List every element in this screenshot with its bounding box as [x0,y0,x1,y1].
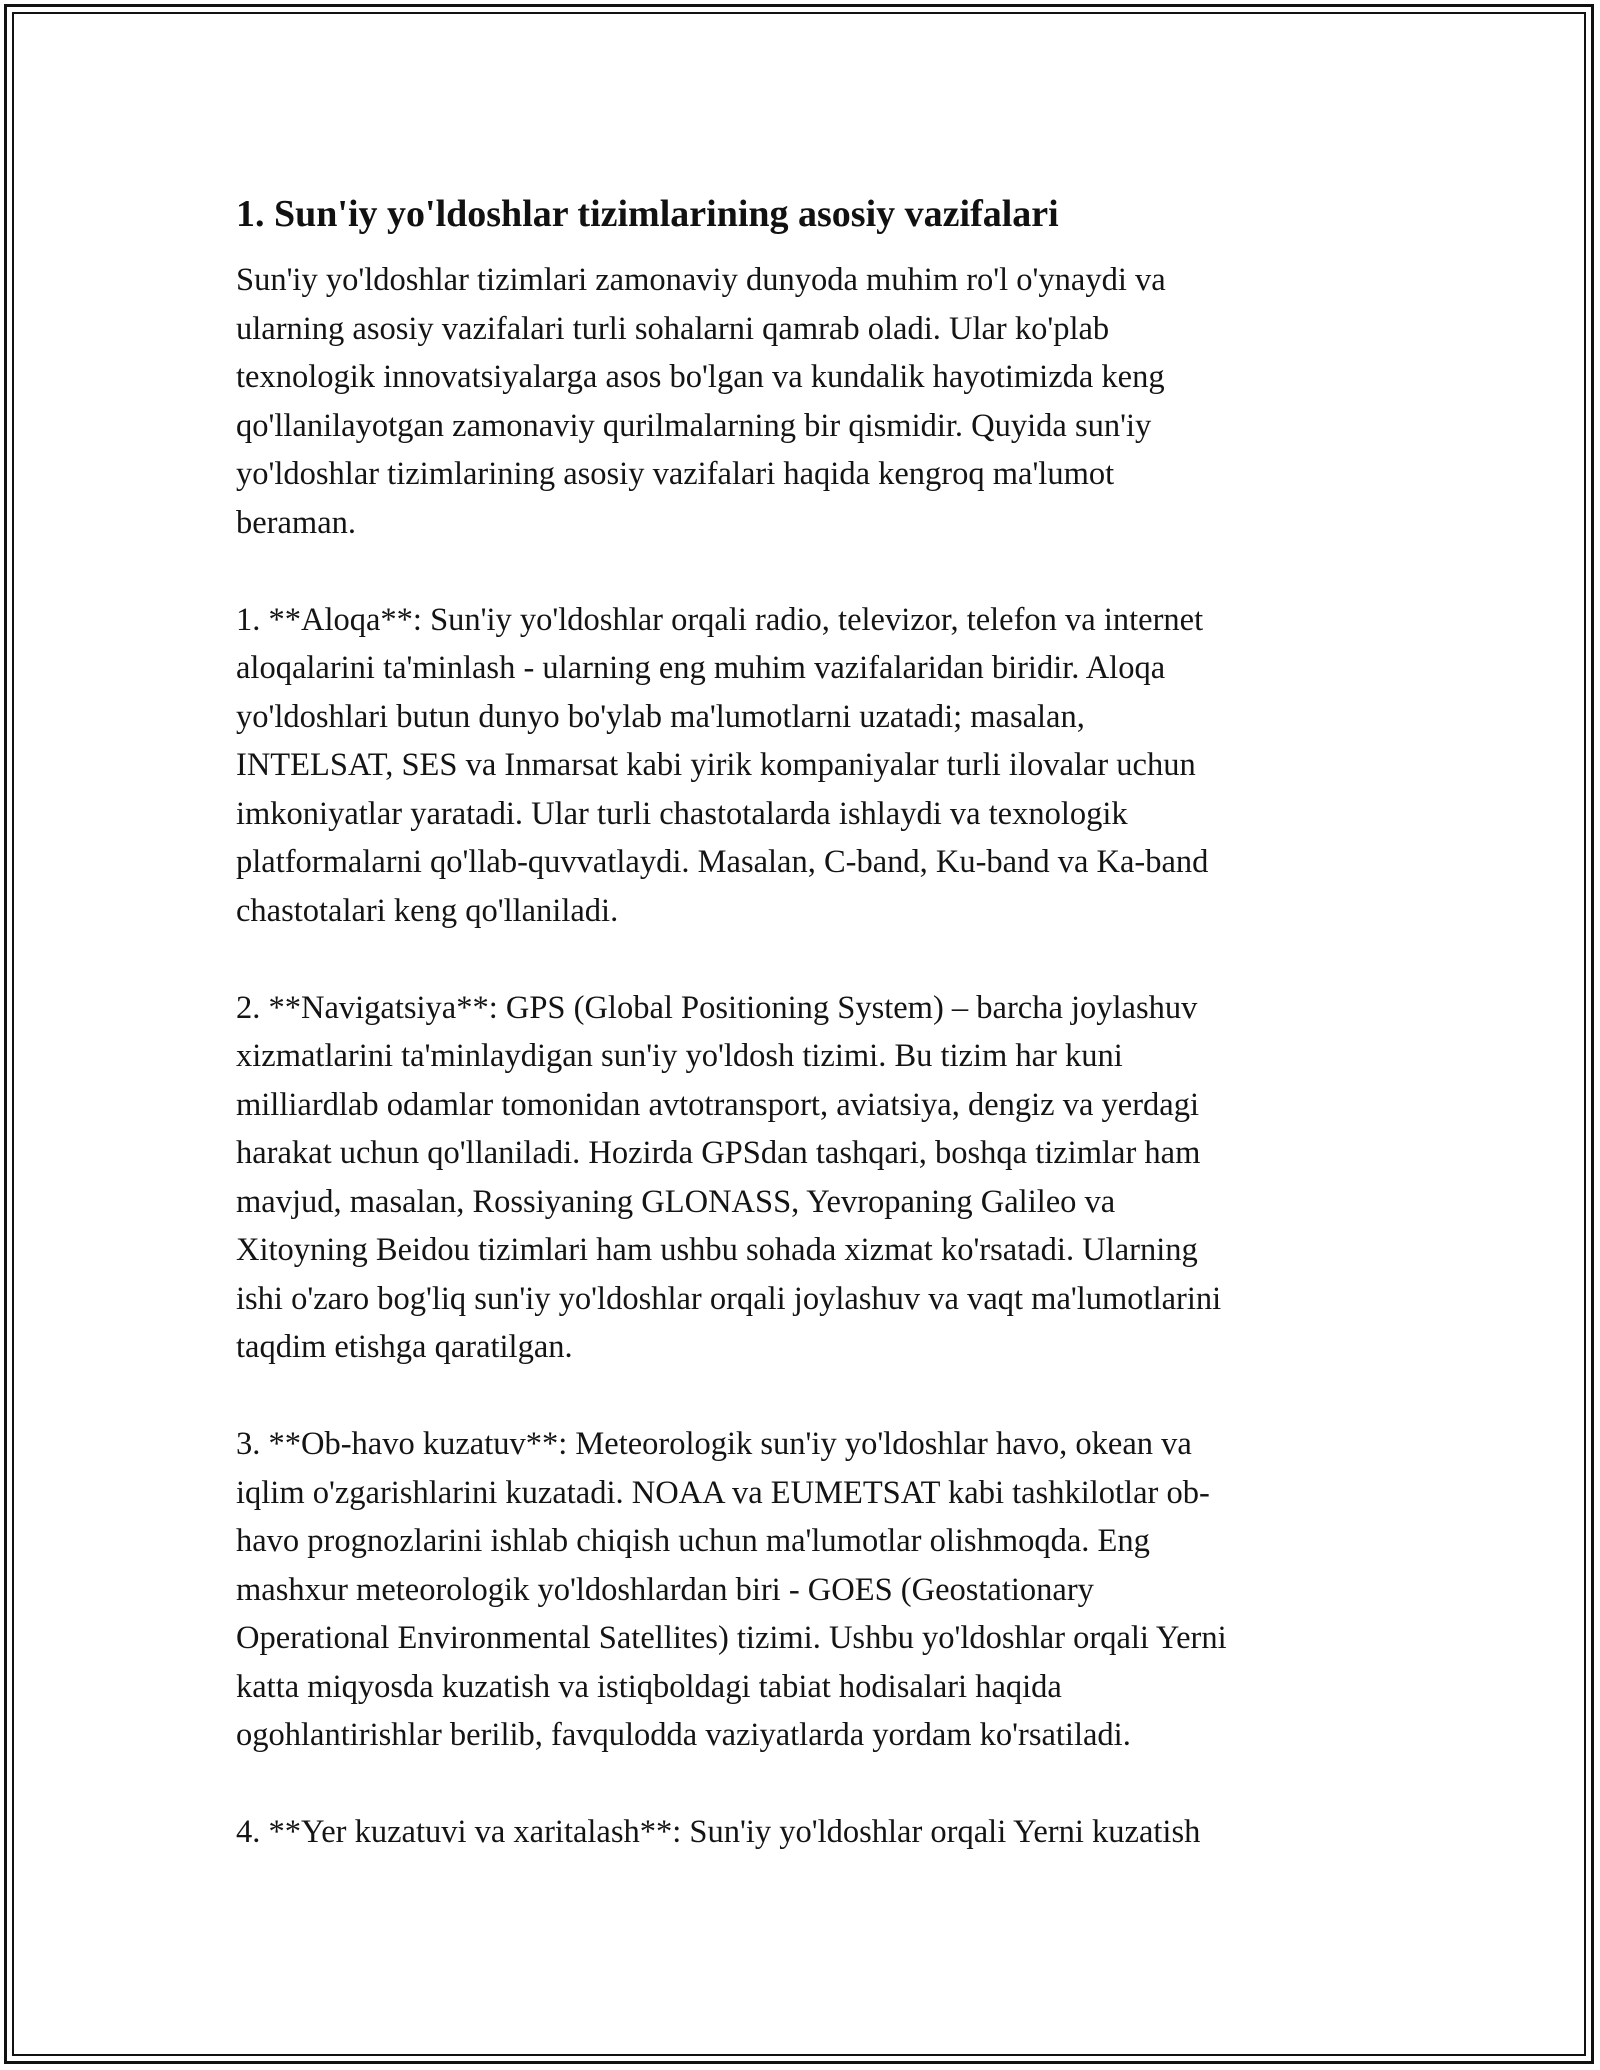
earth-observation-paragraph: 4. **Yer kuzatuvi va xaritalash**: Sun'iy yo'ldoshlar orqali Yerni kuzatish [236,1814,1201,1850]
intro-paragraph: Sun'iy yo'ldoshlar tizimlari zamonaviy dunyoda muhim ro'l o'ynaydi va ularning asosiy vazifalari turli sohalarni qamrab oladi. Ular ko'plab texnologik innovatsiyalarga asos bo'lgan va kundalik hayotimizda keng qo'llanilayotgan zamonaviy qurilmalarning bir qismidir. Quyida sun'iy yo'ldoshlar tizimlarining asosiy vazifalari haqida kengroq ma'lumot beraman. [236,262,1166,541]
weather-paragraph: 3. **Ob-havo kuzatuv**: Meteorologik sun'iy yo'ldoshlar havo, okean va iqlim o'zgarishlarini kuzatadi. NOAA va EUMETSAT kabi tashkilotlar ob- havo prognozlarini ishlab chiqish uchun ma'lumotlar olishmoqda. Eng mashxur meteorologik yo'ldoshlardan biri - GOES (Geostationary Operational Environmental Satellites) tizimi. Ushbu yo'ldoshlar orqali Yerni katta miqyosda kuzatish va istiqboldagi tabiat hodisalari haqida ogohlantirishlar berilib, favqulodda vaziyatlarda yordam ko'rsatiladi. [236,1426,1227,1753]
navigation-paragraph: 2. **Navigatsiya**: GPS (Global Positioning System) – barcha joylashuv xizmatlarini ta'minlaydigan sun'iy yo'ldosh tizimi. Bu tizim har kuni milliardlab odamlar tomonidan avtotransport, aviatsiya, dengiz va yerdagi harakat uchun qo'llaniladi. Hozirda GPSdan tashqari, boshqa tizimlar ham mavjud, masalan, Rossiyaning GLONASS, Yevropaning Galileo va Xitoyning Beidou tizimlari ham ushbu sohada xizmat ko'rsatadi. Ularning ishi o'zaro bog'liq sun'iy yo'ldoshlar orqali joylashuv va vaqt ma'lumotlarini taqdim etishga qaratilgan. [236,989,1222,1365]
communication-paragraph: 1. **Aloqa**: Sun'iy yo'ldoshlar orqali radio, televizor, telefon va internet aloqalarini ta'minlash - ularning eng muhim vazifalaridan biridir. Aloqa yo'ldoshlari butun dunyo bo'ylab ma'lumotlarni uzatadi; masalan, INTELSAT, SES va Inmarsat kabi yirik kompaniyalar turli ilovalar uchun imkoniyatlar yaratadi. Ular turli chastotalarda ishlaydi va texnologik platformalarni qo'llab-quvvatlaydi. Masalan, C-band, Ku-band va Ka-band chastotalari keng qo'llaniladi. [236,601,1209,929]
document-heading: 1. Sun'iy yo'ldoshlar tizimlarining asosiy vazifalari [236,193,1059,235]
document-body [236,184,1376,1857]
